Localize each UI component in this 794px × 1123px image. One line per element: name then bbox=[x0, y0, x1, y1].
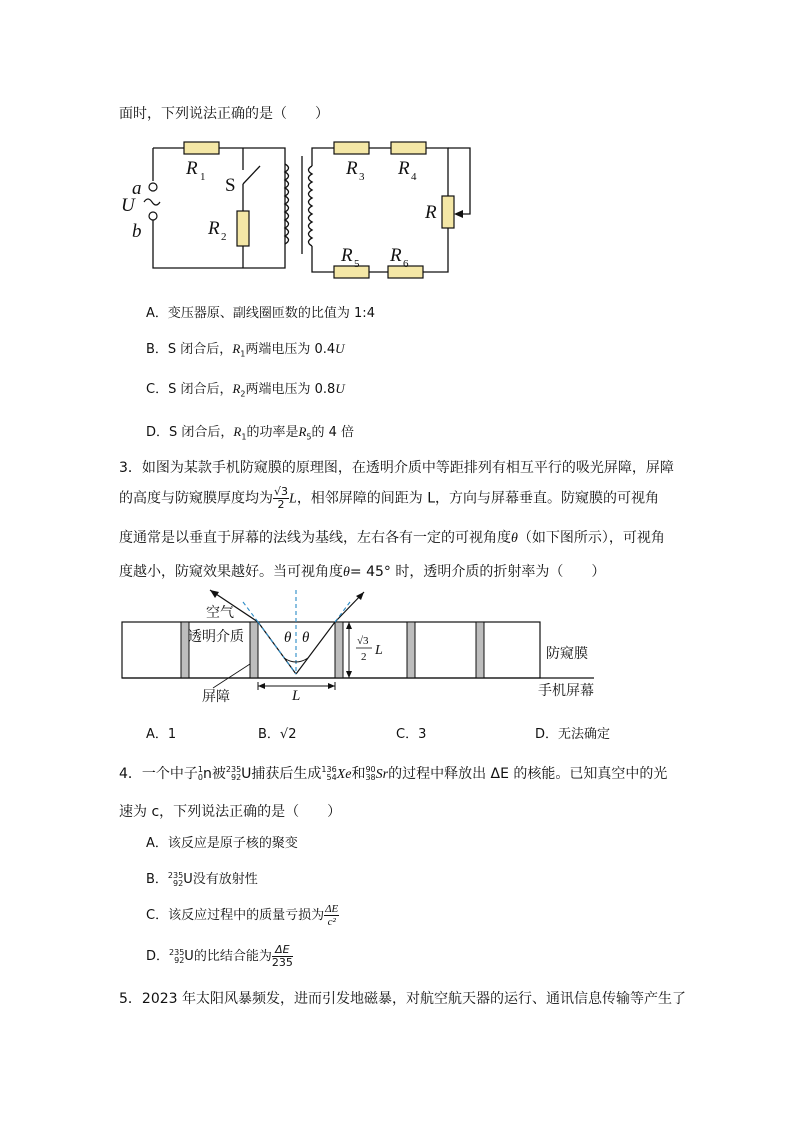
label-u: U bbox=[121, 195, 135, 216]
q2-option-c: C．S 闭合后，$R_2$两端电压为 0.8U bbox=[146, 381, 345, 399]
label-theta-right: θ bbox=[302, 630, 310, 646]
resistor-r1 bbox=[184, 142, 219, 154]
rheostat-r bbox=[442, 196, 454, 228]
q2-option-a: A．变压器原、副线圈匝数的比值为 1:4 bbox=[146, 306, 375, 321]
q3-privacy-film-diagram bbox=[118, 586, 608, 704]
label-medium: 透明介质 bbox=[188, 630, 244, 645]
label-a: a bbox=[132, 178, 142, 199]
resistor-r4 bbox=[391, 142, 426, 154]
label-height-l: L bbox=[375, 643, 383, 658]
label-barrier: 屏障 bbox=[202, 690, 230, 704]
q3-line-3: 度通常是以垂直于屏幕的法线为基线，左右各有一定的可视角度θ（如下图所示），可视角 bbox=[119, 530, 665, 546]
label-r3: R bbox=[346, 158, 358, 179]
q3-option-a: A．1 bbox=[146, 727, 177, 742]
q3-option-c: C．3 bbox=[396, 727, 427, 742]
resistor-r2 bbox=[237, 211, 249, 246]
label-r6-sub: 6 bbox=[403, 258, 409, 270]
label-r1: R bbox=[186, 158, 198, 179]
q2-option-d: D．S 闭合后，$R_1$的功率是$R_5$的 4 倍 bbox=[146, 424, 355, 442]
q4-option-a: A．该反应是原子核的聚变 bbox=[146, 836, 298, 851]
q4-line-1: 4．一个中子 1 0 n被 235 92 U捕获后生成 136 54 Xe和 90 38 Sr的过程中释放出 ΔE 的核能。已知真空中的光 bbox=[119, 765, 668, 782]
q5-line-1: 5．2023 年太阳风暴频发，进而引发地磁暴，对航空航天器的运行、通讯信息传输等产生了 bbox=[119, 991, 686, 1007]
label-r5: R bbox=[341, 245, 353, 266]
q2-stem-line: 面时，下列说法正确的是（ ） bbox=[119, 106, 329, 122]
q3-line-1: 3．如图为某款手机防窥膜的原理图，在透明介质中等距排列有相互平行的吸光屏障，屏障 bbox=[119, 460, 674, 476]
q3-line-2: 的高度与防窥膜厚度均为 $\frac{√3}{2}$ L，相邻屏障的间距为 L，方向与屏幕垂直。防窥膜的可视角 bbox=[119, 485, 660, 511]
label-screen: 手机屏幕 bbox=[538, 684, 594, 699]
q4-option-c: C．该反应过程中的质量亏损为 $\frac{\Delta E}{\text{c²}}$ bbox=[146, 903, 339, 928]
label-air: 空气 bbox=[206, 606, 234, 621]
label-height-den: 2 bbox=[361, 651, 367, 663]
label-r3-sub: 3 bbox=[359, 171, 365, 183]
label-film: 防窥膜 bbox=[546, 647, 588, 662]
label-r4-sub: 4 bbox=[411, 171, 417, 183]
label-r: R bbox=[425, 202, 437, 223]
q4-option-b: B． 235 92 U没有放射性 bbox=[146, 870, 258, 888]
q4-line-2: 速为 c，下列说法正确的是（ ） bbox=[119, 804, 342, 820]
q2-circuit-diagram bbox=[118, 136, 498, 286]
label-r1-sub: 1 bbox=[200, 171, 206, 183]
resistor-r3 bbox=[334, 142, 369, 154]
label-height-num: √3 bbox=[357, 635, 369, 647]
label-r5-sub: 5 bbox=[354, 258, 360, 270]
label-r6: R bbox=[390, 245, 402, 266]
label-r4: R bbox=[398, 158, 410, 179]
label-switch-s: S bbox=[225, 175, 236, 196]
label-r2: R bbox=[208, 218, 220, 239]
label-b: b bbox=[132, 221, 142, 242]
label-l: L bbox=[292, 688, 301, 704]
q2-option-b: B．S 闭合后，$R_1$两端电压为 0.4U bbox=[146, 341, 345, 359]
q3-option-d: D．无法确定 bbox=[535, 727, 611, 742]
resistor-r5 bbox=[334, 266, 369, 278]
label-theta-left: θ bbox=[284, 630, 292, 646]
q4-option-d: D． 235 92 U的比结合能为 $\frac{\Delta E}{235}$ bbox=[146, 943, 293, 969]
label-r2-sub: 2 bbox=[221, 231, 227, 243]
q3-line-4: 度越小，防窥效果越好。当可视角度θ= 45° 时，透明介质的折射率为（ ） bbox=[119, 564, 606, 580]
q3-option-b: B．√2 bbox=[258, 727, 297, 742]
